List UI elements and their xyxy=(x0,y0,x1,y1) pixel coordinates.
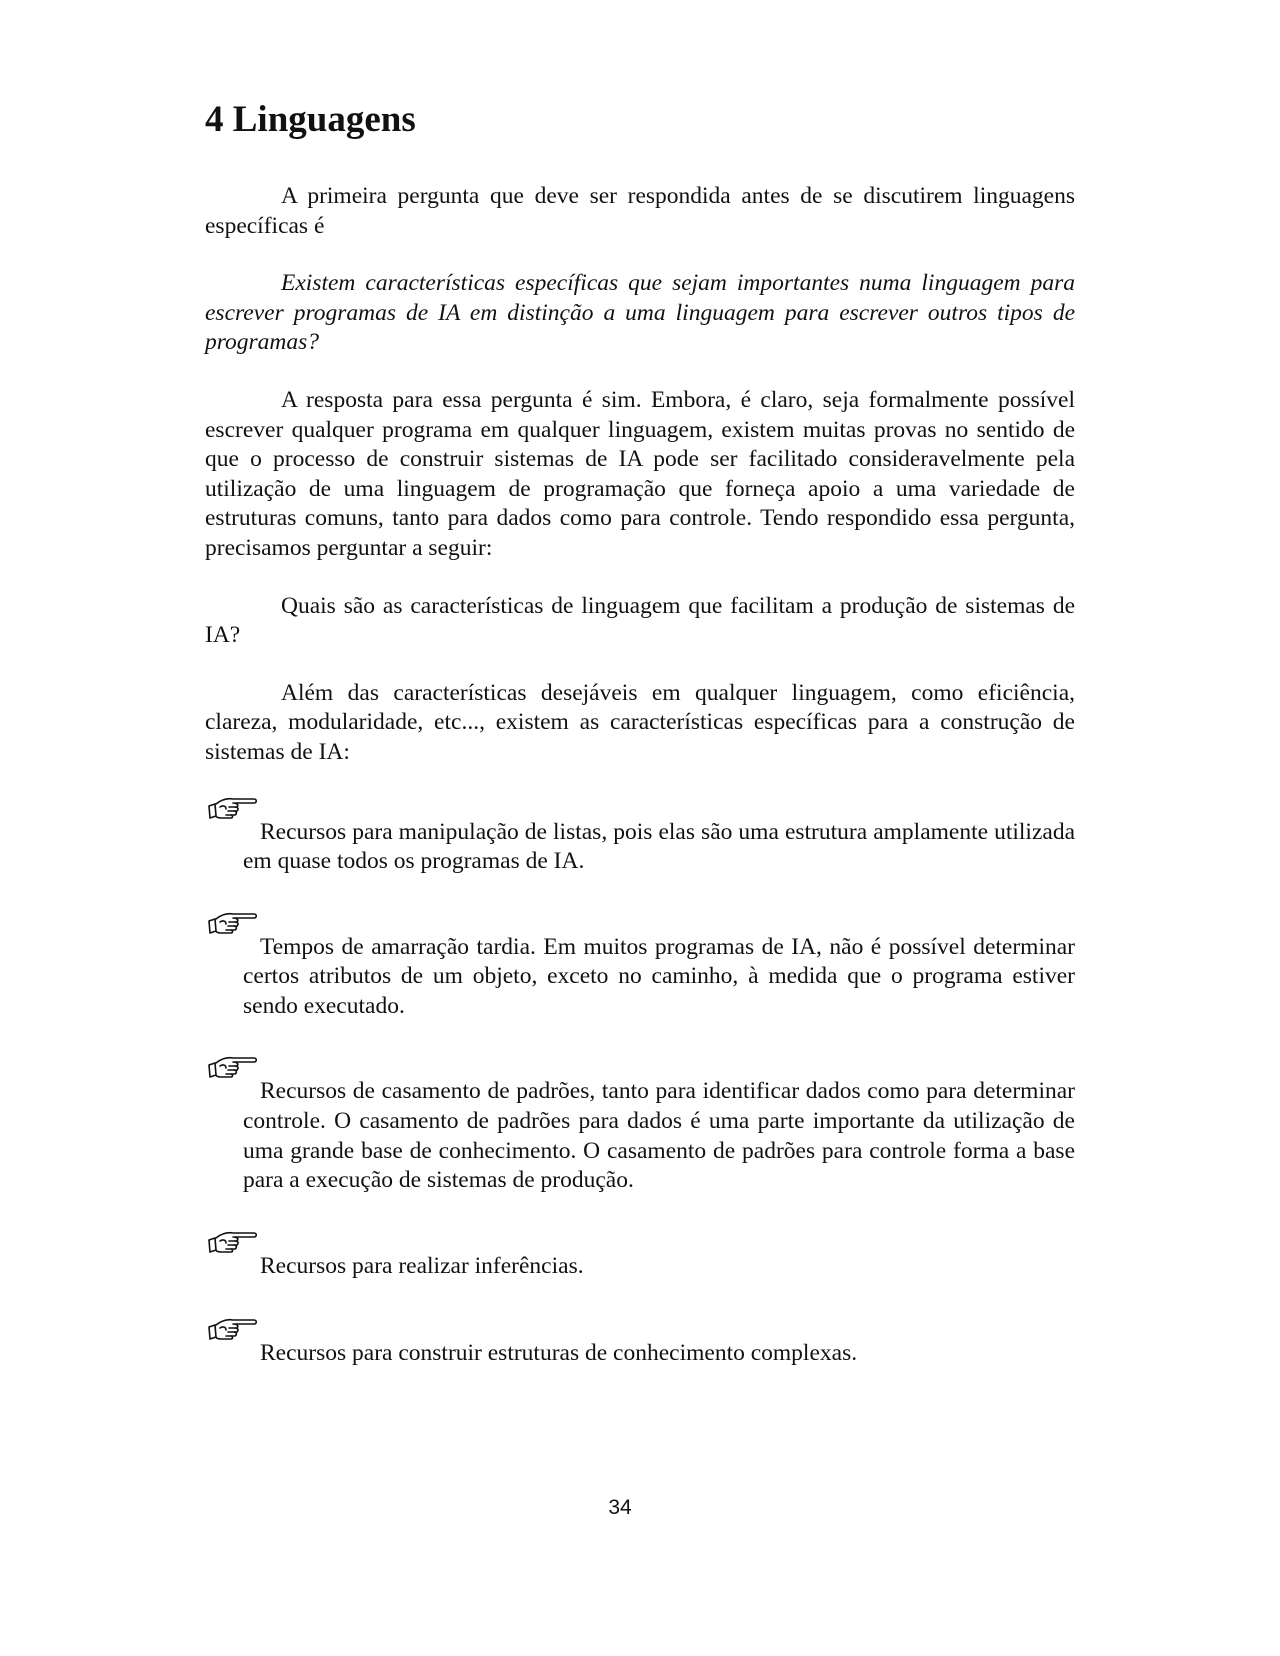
bullet-text: Tempos de amarração tardia. Em muitos programas de IA, não é possível determinar certos atributos de um objeto, exceto no caminho, à medida que o programa estiver sendo executado. xyxy=(243,933,1075,1019)
answer-paragraph: A resposta para essa pergunta é sim. Embora, é claro, seja formalmente possível escrever qualquer programa em qualquer linguagem, existem muitas provas no sentido de que o processo de construir sistemas de IA pode ser facilitado consideravelmente pela utilização de uma linguagem de programação que forneça apoio a uma variedade de estruturas comuns, tanto para dados como para controle. Tendo respondido essa pergunta, precisamos perguntar a seguir: xyxy=(205,386,1075,561)
section-heading: 4 Linguagens xyxy=(205,99,416,140)
intro-paragraph: A primeira pergunta que deve ser respondida antes de se discutirem linguagens específicas é xyxy=(205,183,1075,239)
pointing-hand-icon xyxy=(207,1315,259,1345)
bullet-item-knowledge-structures xyxy=(205,1339,1075,1369)
bullet-text: Recursos para realizar inferências. xyxy=(260,1252,584,1279)
bullet-item-inference xyxy=(205,1252,1075,1282)
features-intro-paragraph: Além das características desejáveis em qualquer linguagem, como eficiência, clareza, modularidade, etc..., existem as características específicas para a construção de sistemas de IA: xyxy=(205,679,1075,765)
bullet-text: Recursos para construir estruturas de conhecimento complexas. xyxy=(260,1340,858,1367)
bullet-text: Recursos para manipulação de listas, pois elas são uma estrutura amplamente utilizada em quase todos os programas de IA. xyxy=(243,818,1075,875)
pointing-hand-icon xyxy=(207,1228,259,1258)
bullet-item-late-binding xyxy=(205,933,1075,1022)
pointing-hand-icon xyxy=(207,794,259,824)
pointing-hand-icon xyxy=(207,1053,259,1083)
bullet-item-list-manipulation xyxy=(205,818,1075,877)
bullet-text: Recursos de casamento de padrões, tanto para identificar dados como para determinar controle. O casamento de padrões para dados é uma parte importante da utilização de uma grande base de conhecimento. O casamento de padrões para controle forma a base para a execução de sistemas de produção. xyxy=(243,1078,1075,1194)
page-number: 34 xyxy=(608,1496,632,1519)
second-question-paragraph: Quais são as características de linguagem que facilitam a produção de sistemas de IA? xyxy=(205,592,1075,649)
question-paragraph-italic: Existem características específicas que sejam importantes numa linguagem para escrever programas de IA em distinção a uma linguagem para escrever outros tipos de programas? xyxy=(205,270,1075,356)
document-page xyxy=(205,98,1075,1369)
bullet-item-pattern-matching xyxy=(205,1077,1075,1195)
pointing-hand-icon xyxy=(207,909,259,939)
